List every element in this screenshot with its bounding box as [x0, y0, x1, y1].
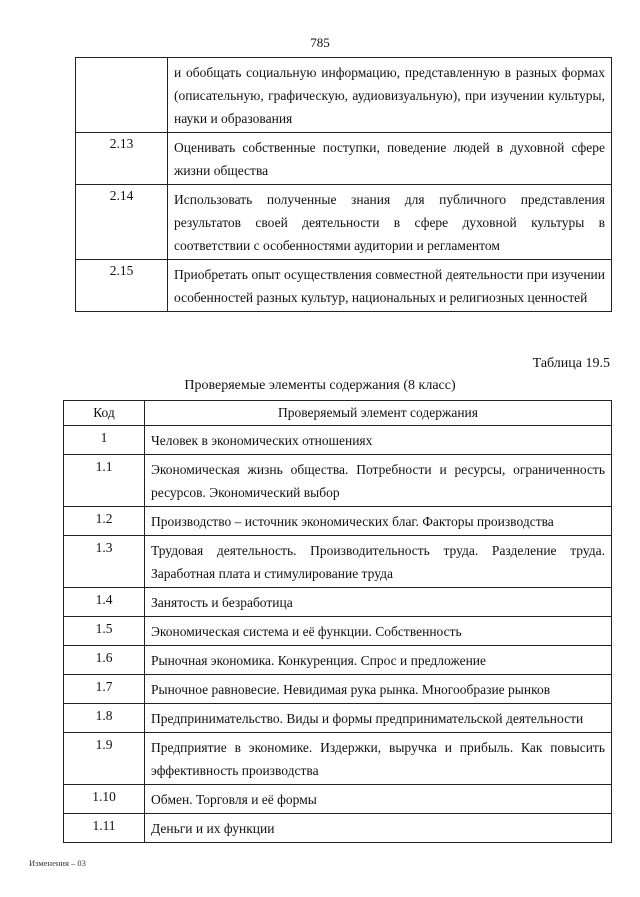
table-row	[64, 588, 612, 617]
row-code: 1.3	[64, 536, 145, 588]
row-text: Оценивать собственные поступки, поведение людей в духовной сфере жизни общества	[168, 133, 612, 185]
row-text: Экономическая система и её функции. Собственность	[145, 617, 612, 646]
table-row	[64, 704, 612, 733]
row-text: Занятость и безработица	[145, 588, 612, 617]
table-header-row	[64, 401, 612, 426]
row-text: Предприятие в экономике. Издержки, выручка и прибыль. Как повысить эффективность производства	[145, 733, 612, 785]
footer-revision: Изменения – 03	[29, 858, 86, 868]
row-text: Обмен. Торговля и её формы	[145, 785, 612, 814]
header-code: Код	[64, 401, 145, 426]
row-text: Рыночная экономика. Конкуренция. Спрос и предложение	[145, 646, 612, 675]
table-row	[76, 260, 612, 312]
table-row	[64, 617, 612, 646]
row-code: 1.6	[64, 646, 145, 675]
row-text: Экономическая жизнь общества. Потребности и ресурсы, ограниченность ресурсов. Экономический выбор	[145, 455, 612, 507]
row-text: Производство – источник экономических благ. Факторы производства	[145, 507, 612, 536]
table-row	[76, 185, 612, 260]
row-text: Использовать полученные знания для публичного представления результатов своей деятельности в сфере духовной культуры в соответствии с особенностями аудитории и регламентом	[168, 185, 612, 260]
table-row	[64, 814, 612, 843]
row-code: 1.7	[64, 675, 145, 704]
table-row	[64, 507, 612, 536]
row-code: 1.2	[64, 507, 145, 536]
row-code: 2.13	[76, 133, 168, 185]
page-number: 785	[310, 35, 330, 50]
table-title: Проверяемые элементы содержания (8 класс)	[184, 378, 456, 393]
header-element: Проверяемый элемент содержания	[145, 401, 612, 426]
table-row	[64, 426, 612, 455]
row-code: 1.10	[64, 785, 145, 814]
row-text: Приобретать опыт осуществления совместной деятельности при изучении особенностей разных культур, национальных и религиозных ценностей	[168, 260, 612, 312]
row-code: 1.4	[64, 588, 145, 617]
table-row	[64, 785, 612, 814]
row-text: Рыночное равновесие. Невидимая рука рынка. Многообразие рынков	[145, 675, 612, 704]
content-elements-table	[63, 400, 612, 843]
row-code: 2.14	[76, 185, 168, 260]
row-code	[76, 58, 168, 133]
row-text: и обобщать социальную информацию, представленную в разных формах (описательную, графическую, аудиовизуальную), при изучении культуры, науки и образования	[168, 58, 612, 133]
row-code: 1.8	[64, 704, 145, 733]
row-text: Деньги и их функции	[145, 814, 612, 843]
table-row	[64, 675, 612, 704]
table-label: Таблица 19.5	[532, 356, 610, 371]
row-code: 1.5	[64, 617, 145, 646]
row-text: Трудовая деятельность. Производительность труда. Разделение труда. Заработная плата и стимулирование труда	[145, 536, 612, 588]
table-row	[76, 58, 612, 133]
competencies-table-continued	[75, 57, 612, 312]
row-code: 1.9	[64, 733, 145, 785]
row-code: 1.11	[64, 814, 145, 843]
row-code: 1	[64, 426, 145, 455]
table-row	[64, 733, 612, 785]
table-row	[64, 536, 612, 588]
row-code: 1.1	[64, 455, 145, 507]
row-code: 2.15	[76, 260, 168, 312]
table-row	[64, 455, 612, 507]
row-text: Предпринимательство. Виды и формы предпринимательской деятельности	[145, 704, 612, 733]
table-row	[76, 133, 612, 185]
row-text: Человек в экономических отношениях	[145, 426, 612, 455]
table-row	[64, 646, 612, 675]
